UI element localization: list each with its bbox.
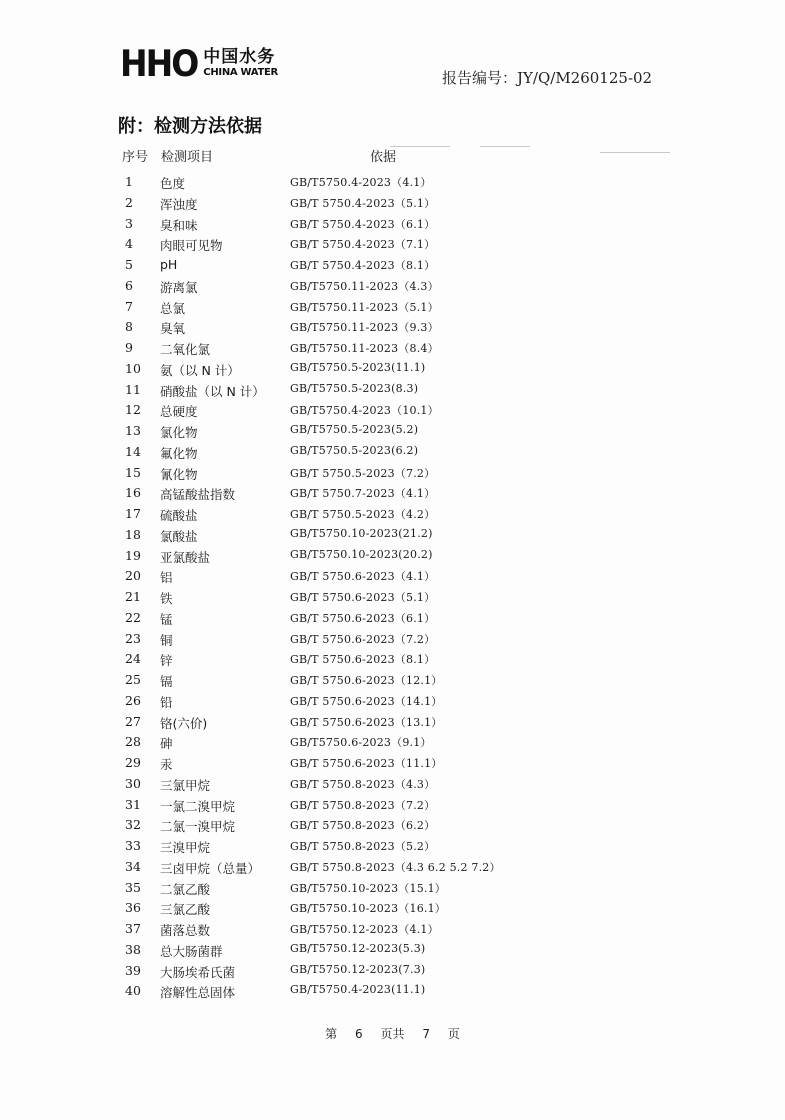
header-serial-number: 序号 <box>122 150 149 165</box>
table-header <box>0 146 785 166</box>
row-method-basis: GB/T5750.5-2023(11.1) <box>290 360 426 374</box>
row-method-basis: GB/T 5750.4-2023（6.1） <box>290 217 436 231</box>
row-method-basis: GB/T5750.12-2023(5.3) <box>290 941 426 955</box>
footer-page-label: 第 <box>325 1027 338 1041</box>
logo-english-name: CHINA WATER <box>203 67 278 78</box>
row-test-item: 铬(六价) <box>160 715 208 731</box>
row-method-basis: GB/T5750.12-2023(7.3) <box>290 962 426 976</box>
section-title: 附：检测方法依据 <box>118 116 262 137</box>
row-serial-number: 5 <box>125 257 133 272</box>
table-row <box>0 463 785 484</box>
row-test-item: 汞 <box>160 757 173 772</box>
row-serial-number: 7 <box>125 298 133 314</box>
row-test-item: 锌 <box>160 653 173 669</box>
table-row <box>0 255 785 276</box>
row-method-basis: GB/T 5750.6-2023（5.1） <box>290 591 436 604</box>
table-row <box>0 338 785 359</box>
header-test-item: 检测项目 <box>161 150 214 165</box>
row-method-basis: GB/T 5750.6-2023（7.2） <box>290 632 436 646</box>
row-test-item: 氯化物 <box>160 425 198 440</box>
row-test-item: 氰化物 <box>160 466 198 482</box>
row-serial-number: 2 <box>125 194 133 210</box>
row-serial-number: 27 <box>125 713 141 729</box>
row-serial-number: 38 <box>125 941 141 957</box>
table-row <box>0 172 785 193</box>
row-method-basis: GB/T5750.11-2023（8.4） <box>290 342 439 355</box>
row-serial-number: 34 <box>125 858 141 874</box>
row-test-item: 二氯乙酸 <box>160 881 211 897</box>
row-method-basis: GB/T5750.11-2023（4.3） <box>290 279 439 293</box>
row-method-basis: GB/T 5750.7-2023（4.1） <box>290 487 436 501</box>
row-test-item: 镉 <box>160 674 173 689</box>
row-serial-number: 26 <box>125 692 141 708</box>
row-method-basis: GB/T5750.5-2023(6.2) <box>290 443 419 457</box>
row-test-item: 铅 <box>160 694 173 710</box>
row-serial-number: 39 <box>125 962 141 978</box>
row-test-item: 菌落总数 <box>160 923 211 938</box>
row-test-item: 铜 <box>160 632 173 648</box>
row-method-basis: GB/T 5750.8-2023（4.3 6.2 5.2 7.2） <box>290 860 501 874</box>
footer-page-of-label: 页共 <box>380 1027 405 1041</box>
row-test-item: 铝 <box>160 570 173 586</box>
row-serial-number: 6 <box>125 277 133 293</box>
row-test-item: 三卤甲烷（总量） <box>160 860 261 876</box>
row-test-item: 氯酸盐 <box>160 528 198 544</box>
row-serial-number: 4 <box>125 236 133 252</box>
row-method-basis: GB/T5750.6-2023（9.1） <box>290 736 432 750</box>
page-footer <box>0 1025 785 1042</box>
logo-text <box>203 49 278 78</box>
row-serial-number: 40 <box>125 983 141 999</box>
table-row <box>0 940 785 961</box>
row-serial-number: 35 <box>125 879 141 895</box>
row-test-item: 硝酸盐（以 N 计） <box>160 383 265 399</box>
method-table-body <box>0 172 785 1002</box>
row-method-basis: GB/T5750.10-2023（15.1） <box>290 881 447 895</box>
table-row <box>0 857 785 878</box>
row-test-item: 总硬度 <box>160 404 198 420</box>
table-row <box>0 919 785 940</box>
table-row <box>0 691 785 712</box>
table-row <box>0 587 785 608</box>
company-logo <box>120 44 278 83</box>
row-serial-number: 23 <box>125 630 141 646</box>
row-test-item: 砷 <box>160 736 173 752</box>
row-serial-number: 22 <box>125 609 141 625</box>
row-method-basis: GB/T5750.11-2023（9.3） <box>290 321 439 335</box>
header-method-basis: 依据 <box>370 150 397 165</box>
row-test-item: 氨（以 N 计） <box>160 362 240 378</box>
row-test-item: pH <box>160 257 178 272</box>
row-test-item: 高锰酸盐指数 <box>160 487 236 503</box>
row-serial-number: 16 <box>125 485 141 501</box>
row-test-item: 铁 <box>160 591 173 606</box>
row-test-item: 臭和味 <box>160 217 198 233</box>
row-test-item: 三溴甲烷 <box>160 840 211 855</box>
table-row <box>0 815 785 836</box>
table-row <box>0 504 785 525</box>
row-method-basis: GB/T 5750.6-2023（14.1） <box>290 694 443 708</box>
row-method-basis: GB/T 5750.8-2023（5.2） <box>290 840 436 853</box>
row-method-basis: GB/T 5750.4-2023（5.1） <box>290 196 436 210</box>
row-test-item: 游离氯 <box>160 279 198 295</box>
row-serial-number: 10 <box>125 360 141 376</box>
table-row <box>0 421 785 442</box>
row-method-basis: GB/T5750.5-2023(8.3) <box>290 381 419 395</box>
table-row <box>0 712 785 733</box>
row-test-item: 色度 <box>160 176 186 191</box>
row-serial-number: 14 <box>125 443 141 459</box>
row-serial-number: 30 <box>125 775 141 791</box>
row-test-item: 臭氧 <box>160 321 186 337</box>
row-method-basis: GB/T 5750.6-2023（6.1） <box>290 611 436 625</box>
row-serial-number: 18 <box>125 526 141 542</box>
table-row <box>0 525 785 546</box>
row-serial-number: 11 <box>125 381 141 397</box>
row-serial-number: 8 <box>125 319 133 335</box>
row-test-item: 三氯乙酸 <box>160 902 211 918</box>
footer-current-page: 6 <box>355 1027 363 1041</box>
footer-total-pages: 7 <box>422 1027 430 1041</box>
row-test-item: 二氯一溴甲烷 <box>160 819 236 835</box>
row-test-item: 三氯甲烷 <box>160 777 211 793</box>
row-method-basis: GB/T 5750.6-2023（4.1） <box>290 570 436 584</box>
row-method-basis: GB/T 5750.8-2023（6.2） <box>290 819 436 833</box>
row-test-item: 溶解性总固体 <box>160 985 236 1001</box>
logo-chinese-name: 中国水务 <box>203 47 276 67</box>
table-row <box>0 753 785 774</box>
footer-page-suffix: 页 <box>447 1027 460 1041</box>
row-serial-number: 21 <box>125 589 141 604</box>
row-serial-number: 9 <box>125 340 133 355</box>
row-serial-number: 31 <box>125 796 141 812</box>
row-test-item: 亚氯酸盐 <box>160 549 211 565</box>
table-row <box>0 234 785 255</box>
row-serial-number: 19 <box>125 547 141 563</box>
page-header <box>0 0 785 100</box>
row-method-basis: GB/T5750.10-2023(20.2) <box>290 547 433 561</box>
row-test-item: 总氯 <box>160 300 186 316</box>
table-row <box>0 546 785 567</box>
row-test-item: 锰 <box>160 611 173 627</box>
row-method-basis: GB/T 5750.8-2023（7.2） <box>290 798 436 812</box>
row-serial-number: 36 <box>125 900 141 916</box>
row-method-basis: GB/T 5750.6-2023（11.1） <box>290 757 443 770</box>
row-method-basis: GB/T 5750.6-2023（12.1） <box>290 674 443 687</box>
table-row <box>0 608 785 629</box>
row-method-basis: GB/T 5750.5-2023（4.2） <box>290 508 436 521</box>
row-serial-number: 17 <box>125 506 141 521</box>
row-serial-number: 20 <box>125 568 141 584</box>
row-serial-number: 25 <box>125 672 141 687</box>
table-row <box>0 732 785 753</box>
table-row <box>0 193 785 214</box>
row-method-basis: GB/T5750.10-2023（16.1） <box>290 902 447 916</box>
row-test-item: 一氯二溴甲烷 <box>160 798 236 814</box>
row-method-basis: GB/T5750.4-2023（10.1） <box>290 404 439 418</box>
row-test-item: 总大肠菌群 <box>160 943 223 959</box>
row-serial-number: 13 <box>125 423 141 438</box>
row-serial-number: 3 <box>125 215 133 231</box>
row-serial-number: 12 <box>125 402 141 418</box>
table-row <box>0 649 785 670</box>
row-method-basis: GB/T5750.4-2023(11.1) <box>290 983 426 997</box>
row-serial-number: 24 <box>125 651 141 667</box>
row-method-basis: GB/T5750.4-2023（4.1） <box>290 176 432 189</box>
row-serial-number: 29 <box>125 755 141 770</box>
row-method-basis: GB/T5750.5-2023(5.2) <box>290 423 419 436</box>
logo-mark: HHO <box>120 42 198 85</box>
row-test-item: 浑浊度 <box>160 196 198 212</box>
table-row <box>0 898 785 919</box>
table-row <box>0 629 785 650</box>
row-method-basis: GB/T5750.10-2023(21.2) <box>290 526 433 540</box>
row-serial-number: 32 <box>125 817 141 833</box>
table-row <box>0 359 785 380</box>
table-row <box>0 878 785 899</box>
table-row <box>0 795 785 816</box>
row-method-basis: GB/T 5750.5-2023（7.2） <box>290 466 436 480</box>
report-number: 报告编号：JY/Q/M260125-02 <box>442 69 653 87</box>
row-method-basis: GB/T 5750.6-2023（13.1） <box>290 715 443 729</box>
table-row <box>0 317 785 338</box>
row-method-basis: GB/T 5750.8-2023（4.3） <box>290 777 436 791</box>
row-serial-number: 1 <box>125 174 133 189</box>
table-row <box>0 483 785 504</box>
row-method-basis: GB/T5750.11-2023（5.1） <box>290 300 439 314</box>
table-row <box>0 297 785 318</box>
row-serial-number: 37 <box>125 921 141 936</box>
row-serial-number: 33 <box>125 838 141 853</box>
row-test-item: 硫酸盐 <box>160 508 198 523</box>
table-row <box>0 214 785 235</box>
table-row <box>0 981 785 1002</box>
row-serial-number: 28 <box>125 734 141 750</box>
table-row <box>0 566 785 587</box>
row-method-basis: GB/T5750.12-2023（4.1） <box>290 923 439 936</box>
row-test-item: 肉眼可见物 <box>160 238 223 254</box>
table-row <box>0 774 785 795</box>
table-row <box>0 276 785 297</box>
row-serial-number: 15 <box>125 464 141 480</box>
row-test-item: 氟化物 <box>160 445 198 461</box>
table-row <box>0 380 785 401</box>
table-row <box>0 400 785 421</box>
row-method-basis: GB/T 5750.6-2023（8.1） <box>290 653 436 667</box>
row-method-basis: GB/T 5750.4-2023（8.1） <box>290 259 436 272</box>
table-row <box>0 836 785 857</box>
row-test-item: 大肠埃希氏菌 <box>160 964 236 980</box>
table-row <box>0 442 785 463</box>
table-row <box>0 961 785 982</box>
row-test-item: 二氧化氯 <box>160 342 211 357</box>
table-row <box>0 670 785 691</box>
row-method-basis: GB/T 5750.4-2023（7.1） <box>290 238 436 252</box>
